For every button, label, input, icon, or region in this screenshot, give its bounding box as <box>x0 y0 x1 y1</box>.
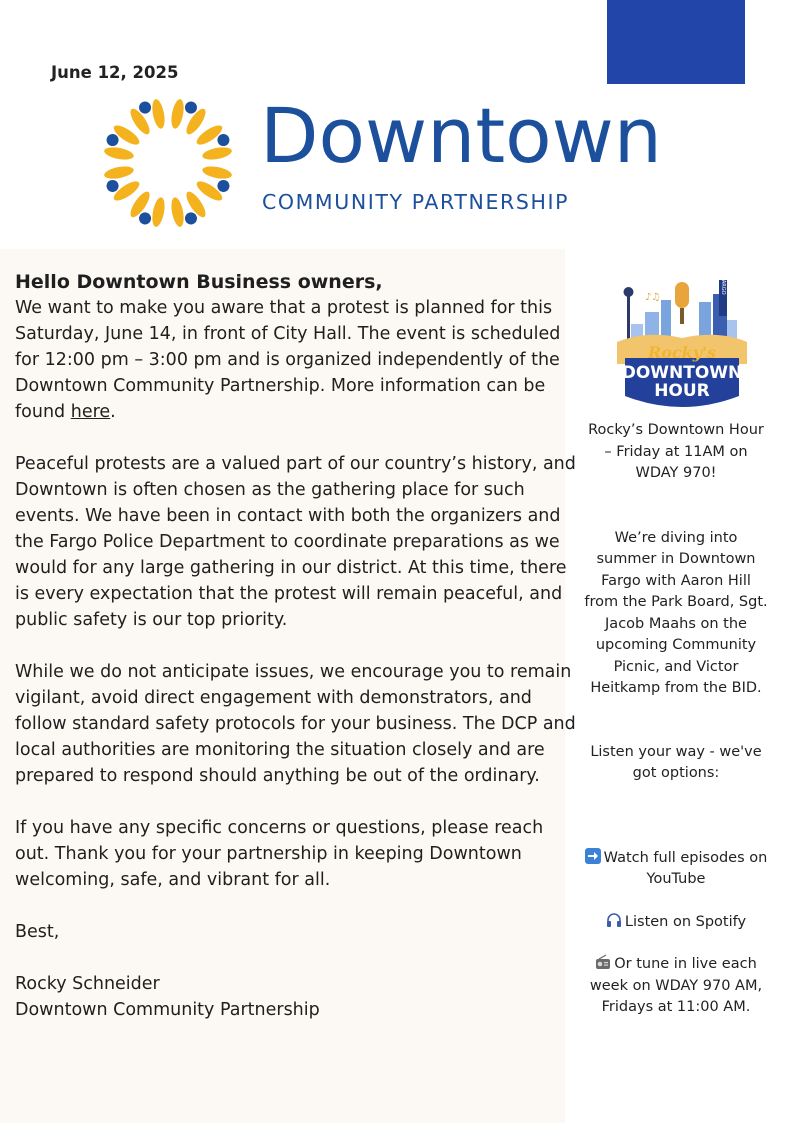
logo-title: Downtown <box>260 91 662 180</box>
logo-petal <box>201 164 233 181</box>
spotify-item[interactable] <box>583 912 769 934</box>
podcast-logo-script: Rocky's <box>648 343 716 362</box>
paragraph-1-text: We want to make you aware that a protest is planned for this Saturday, June 14, in front of City Hall. The event is scheduled for 12:00 pm – 3:00 pm and is organized independently of the Downtown Community Partnership. More information can be found <box>15 298 561 422</box>
paragraph-1 <box>15 295 581 425</box>
youtube-item[interactable] <box>583 848 769 891</box>
headphones-icon <box>606 912 622 928</box>
closing: Best, <box>15 922 60 942</box>
logo-petal <box>201 145 233 162</box>
arrow-right-icon <box>585 848 601 864</box>
paragraph-2: Peaceful protests are a valued part of our country’s history, and Downtown is often chosen as the gathering place for such events. We have been in contact with both the organizers and the Fargo Police Department to coordinate preparations as we would for any large gathering in our district. At this time, there is every expectation that the protest will remain peaceful, and public safety is our top priority. <box>15 454 576 630</box>
podcast-logo-downtown: DOWNTOWN <box>621 363 743 383</box>
more-info-link[interactable]: here <box>70 402 111 422</box>
header-color-block <box>607 0 745 84</box>
logo-petal <box>150 196 167 228</box>
fargo-sign-text: FARGO <box>720 277 726 295</box>
letter-date: June 12, 2025 <box>51 63 179 82</box>
greeting: Hello Downtown Business owners, <box>15 271 383 293</box>
listen-intro: Listen your way - we've got options: <box>590 743 762 781</box>
letter-body <box>15 269 581 1023</box>
rockys-downtown-hour-logo[interactable] <box>607 272 757 420</box>
paragraph-4: If you have any specific concerns or questions, please reach out. Thank you for your partnership in keeping Downtown welcoming, safe, and vibrant for all. <box>15 818 544 890</box>
youtube-label: Watch full episodes on YouTube <box>603 849 768 887</box>
dcp-logo-icon <box>98 93 238 233</box>
spotify-label: Listen on Spotify <box>624 913 747 930</box>
podcast-description: We’re diving into summer in Downtown Fargo with Aaron Hill from the Park Board, Sgt. Jacob Maahs on the upcoming Community Picnic, and Victor Heitkamp from the BID. <box>584 529 768 696</box>
logo-subtitle: COMMUNITY PARTNERSHIP <box>262 190 570 214</box>
radio-label: Or tune in live each week on WDAY 970 AM, Fridays at 11:00 AM. <box>589 956 763 1015</box>
svg-text:♪♫: ♪♫ <box>645 292 661 303</box>
paragraph-3: While we do not anticipate issues, we encourage you to remain vigilant, avoid direct engagement with demonstrators, and follow standard safety protocols for your business. The DCP and local authorities are monitoring the situation closely and are prepared to respond should anything be out of the ordinary. <box>15 662 576 786</box>
signer-name: Rocky Schneider <box>15 974 160 994</box>
podcast-caption: Rocky’s Downtown Hour – Friday at 11AM on WDAY 970! <box>588 422 764 481</box>
logo-petal <box>103 164 135 181</box>
podcast-logo-hour: HOUR <box>654 381 710 401</box>
radio-icon <box>595 954 611 970</box>
radio-item[interactable] <box>583 954 769 1019</box>
logo-petal <box>150 98 167 130</box>
logo-petal <box>169 196 186 228</box>
paragraph-1-end: . <box>110 402 116 422</box>
podcast-sidebar <box>583 272 769 1019</box>
logo-petal <box>169 98 186 130</box>
signer-org: Downtown Community Partnership <box>15 1000 320 1020</box>
letter-panel <box>0 249 576 1123</box>
logo-petal <box>103 145 135 162</box>
